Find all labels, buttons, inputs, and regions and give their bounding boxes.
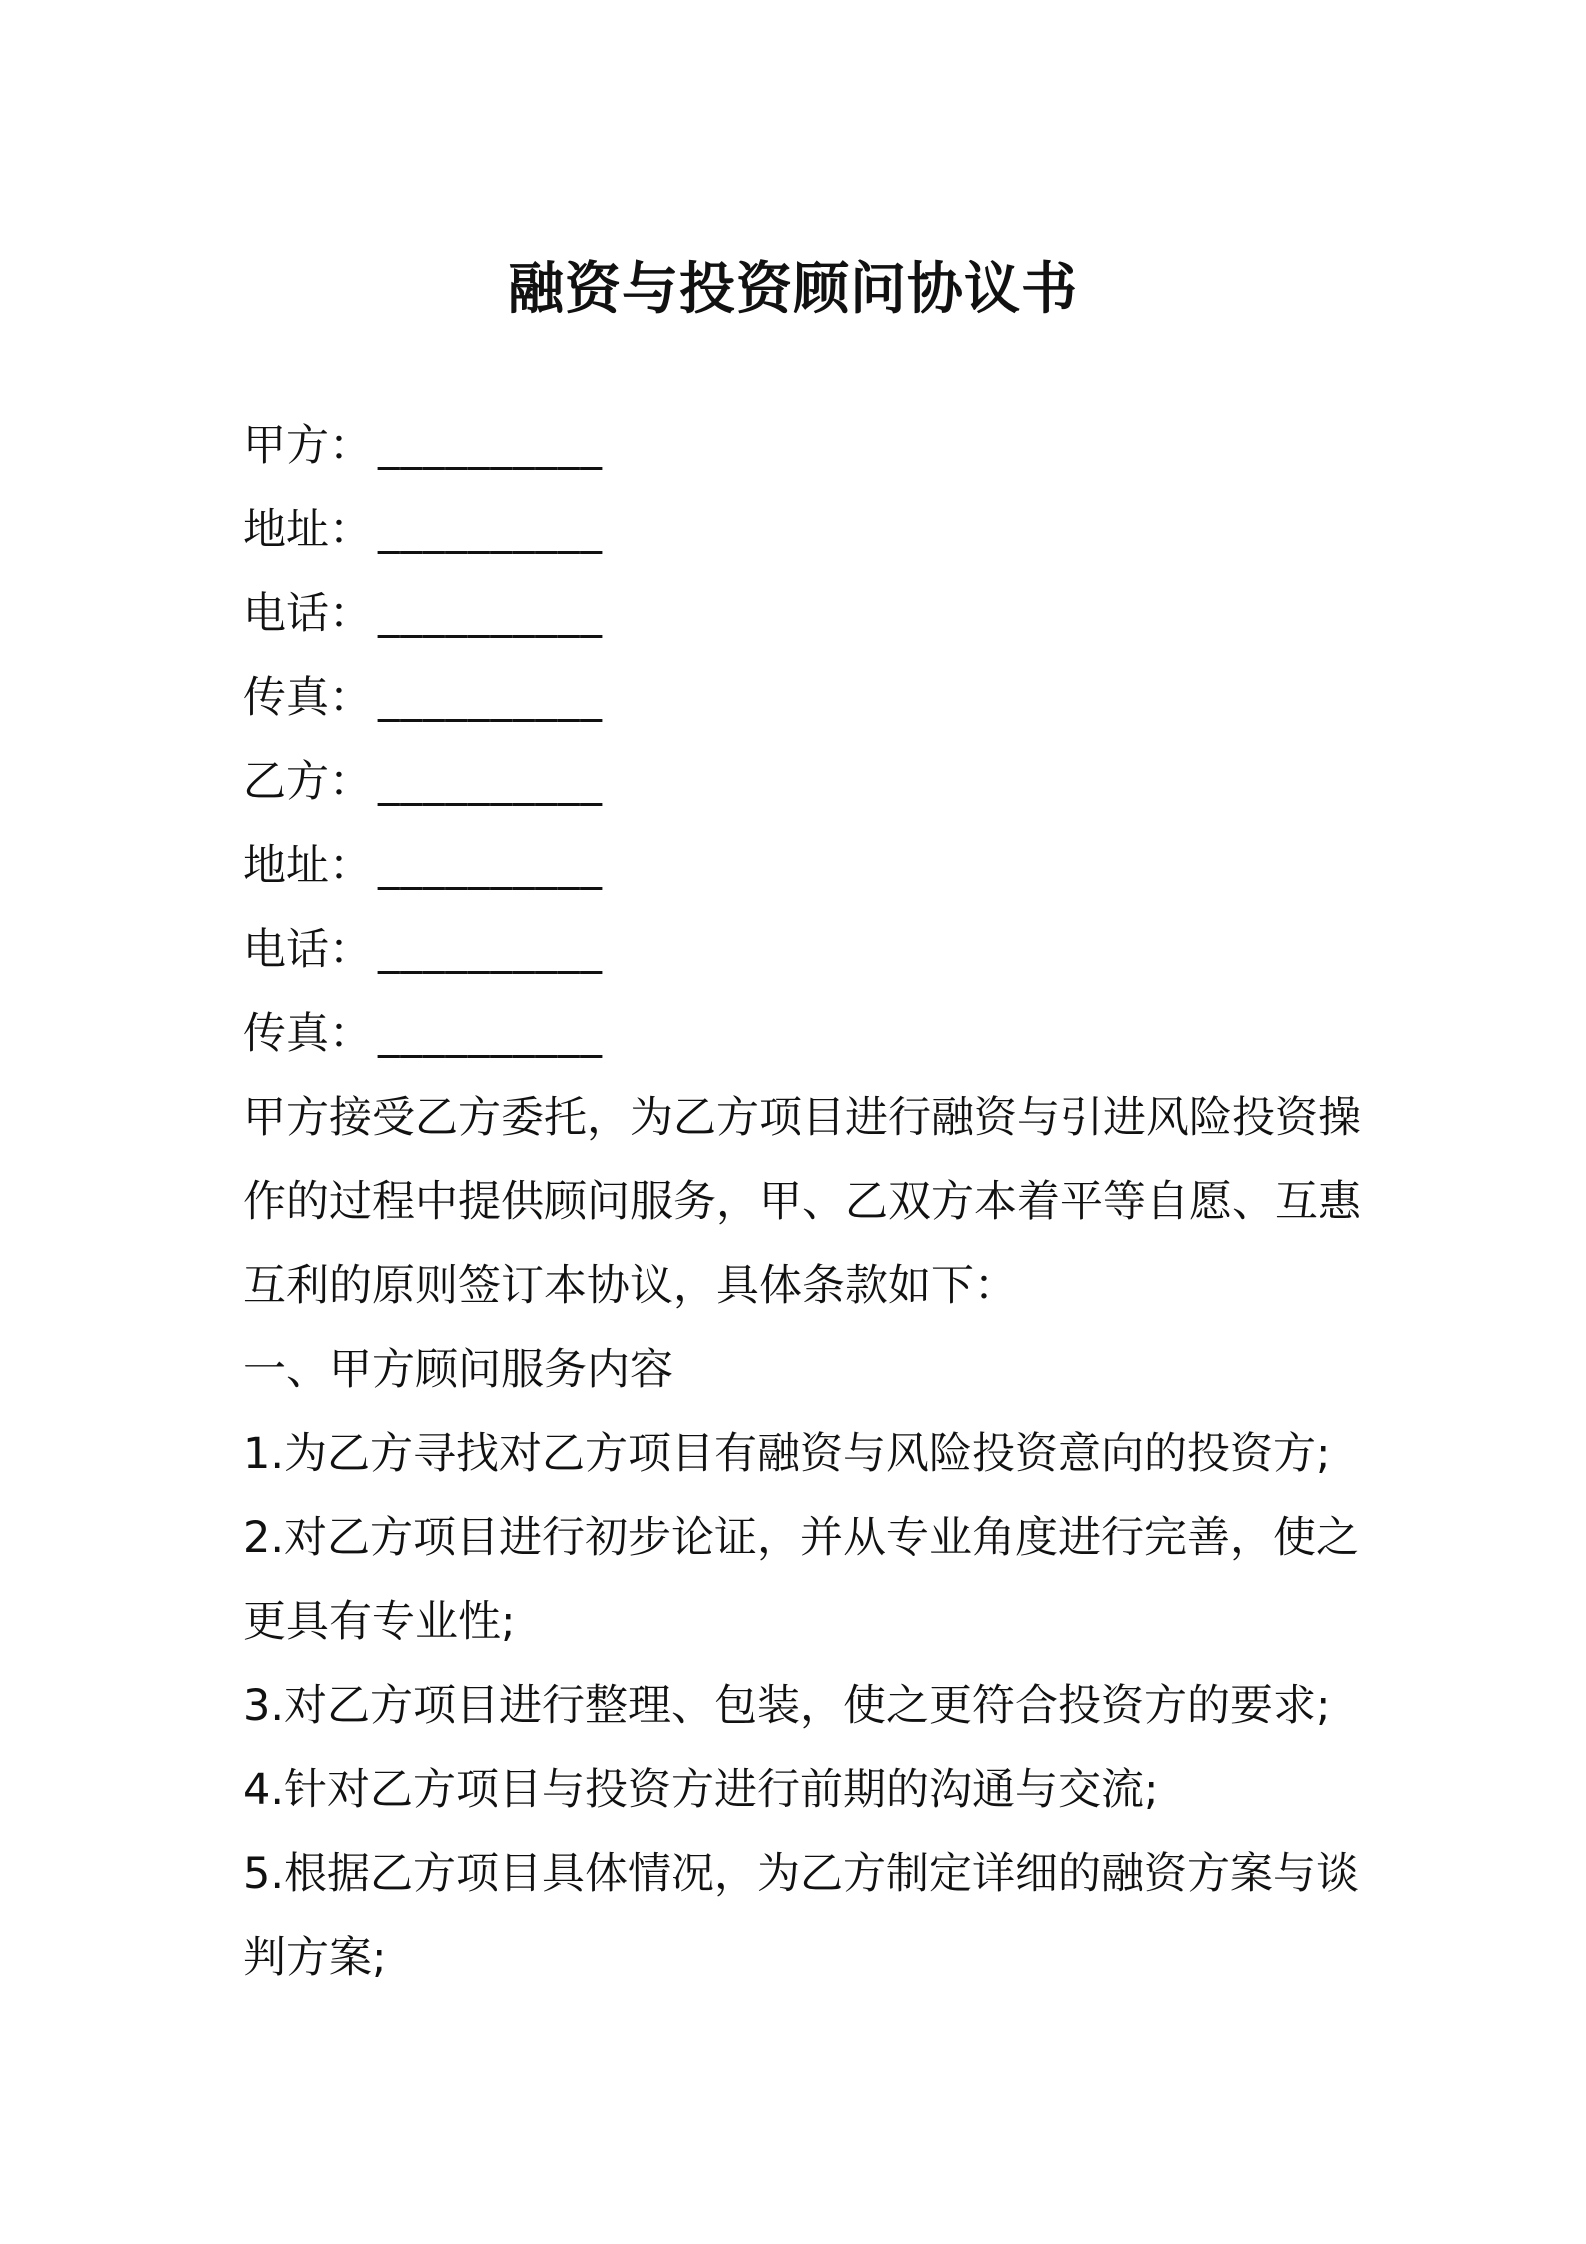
service-item-line: 1.为乙方寻找对乙方项目有融资与风险投资意向的投资方; — [243, 1429, 1331, 1479]
field-blank: __________ — [378, 757, 603, 807]
service-item-line: 判方案; — [243, 1933, 387, 1983]
field-label: 传真： — [243, 673, 372, 723]
service-item-line: 5.根据乙方项目具体情况，为乙方制定详细的融资方案与谈 — [243, 1849, 1360, 1899]
party-b-phone-field — [243, 920, 603, 980]
field-blank: __________ — [378, 505, 603, 555]
service-item-line: 更具有专业性; — [243, 1597, 516, 1647]
party-b-name-field — [243, 752, 603, 812]
field-blank: __________ — [378, 589, 603, 639]
field-label: 电话： — [243, 589, 372, 639]
field-blank: __________ — [378, 925, 603, 975]
field-blank: __________ — [378, 841, 603, 891]
field-blank: __________ — [378, 421, 603, 471]
field-label: 地址： — [243, 505, 372, 555]
section-heading: 一、甲方顾问服务内容 — [243, 1345, 673, 1395]
party-a-name-field — [243, 416, 603, 476]
service-item-line: 3.对乙方项目进行整理、包装，使之更符合投资方的要求; — [243, 1681, 1331, 1731]
document-title: 融资与投资顾问协议书 — [508, 257, 1078, 322]
field-label: 乙方： — [243, 757, 372, 807]
field-blank: __________ — [378, 1009, 603, 1059]
service-item-line: 2.对乙方项目进行初步论证，并从专业角度进行完善，使之 — [243, 1513, 1360, 1563]
field-label: 地址： — [243, 841, 372, 891]
party-a-address-field — [243, 500, 603, 560]
party-b-fax-field — [243, 1004, 603, 1064]
service-item-line: 4.针对乙方项目与投资方进行前期的沟通与交流; — [243, 1765, 1159, 1815]
party-a-phone-field — [243, 584, 603, 644]
field-blank: __________ — [378, 673, 603, 723]
field-label: 电话： — [243, 925, 372, 975]
party-b-address-field — [243, 836, 603, 896]
intro-line: 互利的原则签订本协议，具体条款如下： — [243, 1261, 1017, 1311]
party-a-fax-field — [243, 668, 603, 728]
intro-line: 甲方接受乙方委托，为乙方项目进行融资与引进风险投资操 — [243, 1093, 1361, 1143]
field-label: 甲方： — [243, 421, 372, 471]
intro-line: 作的过程中提供顾问服务，甲、乙双方本着平等自愿、互惠 — [243, 1177, 1361, 1227]
field-label: 传真： — [243, 1009, 372, 1059]
